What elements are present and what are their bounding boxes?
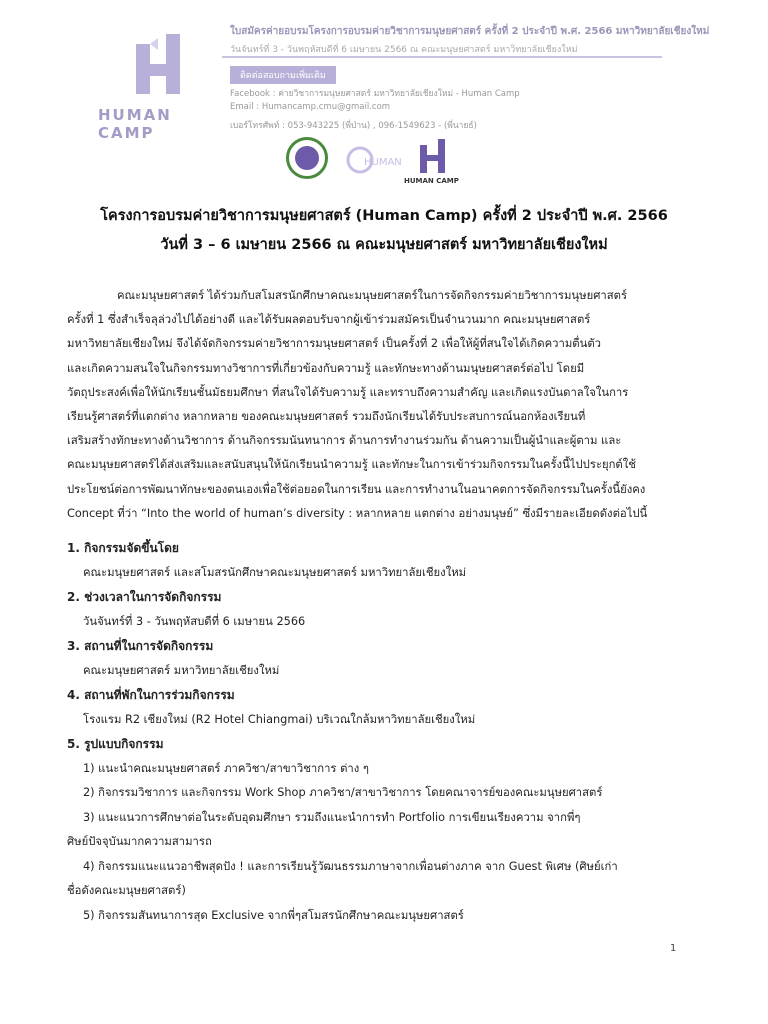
intro-line: ครั้งที่ 1 ซึ่งสำเร็จลุล่วงไปได้อย่างดี และได้รับผลตอบรับจากผู้เข้าร่วมสมัครเป็นจำนวนมาก คณะมนุษยศาสตร์ (67, 313, 591, 327)
humanities-logo-icon (346, 143, 402, 177)
intro-line: มหาวิทยาลัยเชียงใหม่ จึงได้จัดกิจกรรมค่ายวิชาการมนุษยศาสตร์ เป็นครั้งที่ 2 เพื่อให้ผู้ที่สนใจได้เกิดความตื่นตัว (67, 337, 602, 351)
intro-line: วัตถุประสงค์เพื่อให้นักเรียนชั้นมัธยมศึกษา ที่สนใจได้รับความรู้ และทราบถึงความสำคัญ และเกิดแรงบันดาลใจในการ (67, 385, 629, 399)
intro-line: คณะมนุษยศาสตร์ ได้ร่วมกับสโมสรนักศึกษาคณะมนุษยศาสตร์ในการจัดกิจกรรมค่ายวิชาการมนุษยศาสตร์ (117, 289, 628, 302)
document-title: โครงการอบรมค่ายวิชาการมนุษยศาสตร์ (Human Camp) ครั้งที่ 2 ประจำปี พ.ศ. 2566 (100, 208, 668, 224)
email-contact: Email : Humancamp.cmu@gmail.com (230, 102, 391, 112)
human-camp-small-h-icon (404, 137, 464, 177)
document-subtitle: วันที่ 3 – 6 เมษายน 2566 ณ คณะมนุษยศาสตร์ มหาวิทยาลัยเชียงใหม่ (160, 237, 608, 253)
intro-line: Concept ที่ว่า “Into the world of human’s diversity : หลากหลาย แตกต่าง อย่างมนุษย์” ซึ่งมีรายละเอียดดังต่อไปนี้ (67, 506, 648, 520)
activity-item-continuation: ศิษย์ปัจจุบันมากความสามารถ (67, 835, 212, 848)
header-banner (78, 18, 710, 142)
section-body: โรงแรม R2 เชียงใหม่ (R2 Hotel Chiangmai) บริเวณใกล้มหาวิทยาลัยเชียงใหม่ (83, 712, 476, 726)
activity-item-continuation: ชื่อดังคณะมนุษยศาสตร์) (67, 884, 186, 897)
intro-line: เรียนรู้ศาสตร์ที่แตกต่าง หลากหลาย ของคณะมนุษยศาสตร์ รวมถึงนักเรียนได้รับประสบการณ์นอกห้องเรียนที่ (67, 409, 586, 423)
section-body: คณะมนุษยศาสตร์ และสโมสรนักศึกษาคณะมนุษยศาสตร์ มหาวิทยาลัยเชียงใหม่ (83, 565, 467, 579)
facebook-contact: Facebook : ค่ายวิชาการมนุษยศาสตร์ มหาวิทยาลัยเชียงใหม่ - Human Camp (230, 89, 520, 99)
partner-logos (286, 137, 486, 189)
intro-line: คณะมนุษยศาสตร์ได้ส่งเสริมและสนับสนุนให้นักเรียนนำความรู้ และทักษะในการเข้าร่วมกิจกรรมในครั้งนี้ไปประยุกต์ใช้ (67, 458, 636, 472)
header-date: วันจันทร์ที่ 3 - วันพฤหัสบดีที่ 6 เมษายน 2566 ณ คณะมนุษยศาสตร์ มหาวิทยาลัยเชียงใหม่ (230, 45, 578, 55)
activity-item: 1) แนะนำคณะมนุษยศาสตร์ ภาควิชา/สาขาวิชาการ ต่าง ๆ (83, 761, 369, 775)
activity-item: 5) กิจกรรมสันทนาการสุด Exclusive จากพี่ๆสโมสรนักศึกษาคณะมนุษยศาสตร์ (83, 908, 464, 922)
section-heading: 3. สถานที่ในการจัดกิจกรรม (67, 639, 214, 653)
intro-line: และเกิดความสนใจในกิจกรรมทางวิชาการที่เกี่ยวข้องกับความรู้ และทักษะทางด้านมนุษยศาสตร์ต่อไป โดยมี (67, 361, 585, 375)
svg-text:HUMAN: HUMAN (364, 157, 402, 168)
page-number: 1 (670, 943, 677, 954)
contact-label: ติดต่อสอบถามเพิ่มเติม (230, 66, 336, 84)
intro-line: เสริมสร้างทักษะทางด้านวิชาการ ด้านกิจกรรมนันทนาการ ด้านการทำงานร่วมกัน ด้านความเป็นผู้นำและผู้ตาม และ (67, 434, 622, 448)
human-camp-h-icon (128, 34, 188, 104)
camp-logo-text: HUMAN CAMP (404, 177, 459, 185)
header-info (218, 18, 710, 131)
header-divider (222, 56, 662, 58)
section-heading: 5. รูปแบบกิจกรรม (67, 737, 164, 751)
phone-contact: เบอร์โทรศัพท์ : 053-943225 (พี่ป่าน) , 096-1549623 - (พี่นายธ์) (230, 121, 477, 131)
activity-item: 2) กิจกรรมวิชาการ และกิจกรรม Work Shop ภาควิชา/สาขาวิชาการ โดยคณาจารย์ของคณะมนุษยศาสตร์ (83, 786, 603, 799)
intro-line: ประโยชน์ต่อการพัฒนาทักษะของตนเองเพื่อใช้ต่อยอดในการเรียน และการทำงานในอนาคตการจัดกิจกรรมในครั้งนี้ยังคง (67, 482, 646, 496)
human-camp-small-logo (404, 137, 464, 189)
activity-item: 3) แนะแนวการศึกษาต่อในระดับอุดมศึกษา รวมถึงแนะนำการทำ Portfolio การเขียนเรียงความ จากพี่ๆ (83, 810, 581, 824)
intro-paragraph (67, 284, 677, 526)
human-camp-logo (78, 18, 218, 142)
header-title: ใบสมัครค่ายอบรมโครงการอบรมค่ายวิชาการมนุษยศาสตร์ ครั้งที่ 2 ประจำปี พ.ศ. 2566 มหาวิทยาลัยเชียงใหม่ (230, 26, 710, 37)
section-body: วันจันทร์ที่ 3 - วันพฤหัสบดีที่ 6 เมษายน 2566 (83, 614, 306, 628)
sections (67, 536, 687, 928)
activity-item: 4) กิจกรรมแนะแนวอาชีพสุดปัง ! และการเรียนรู้วัฒนธรรมภาษาจากเพื่อนต่างภาค จาก Guest พิเศษ (ศิษย์เก่า (83, 859, 618, 873)
section-body: คณะมนุษยศาสตร์ มหาวิทยาลัยเชียงใหม่ (83, 663, 280, 677)
section-heading: 2. ช่วงเวลาในการจัดกิจกรรม (67, 590, 222, 604)
logo-text: HUMAN CAMP (98, 106, 172, 142)
university-seal-icon (286, 137, 328, 179)
section-heading: 1. กิจกรรมจัดขึ้นโดย (67, 541, 179, 555)
section-heading: 4. สถานที่พักในการร่วมกิจกรรม (67, 688, 235, 702)
